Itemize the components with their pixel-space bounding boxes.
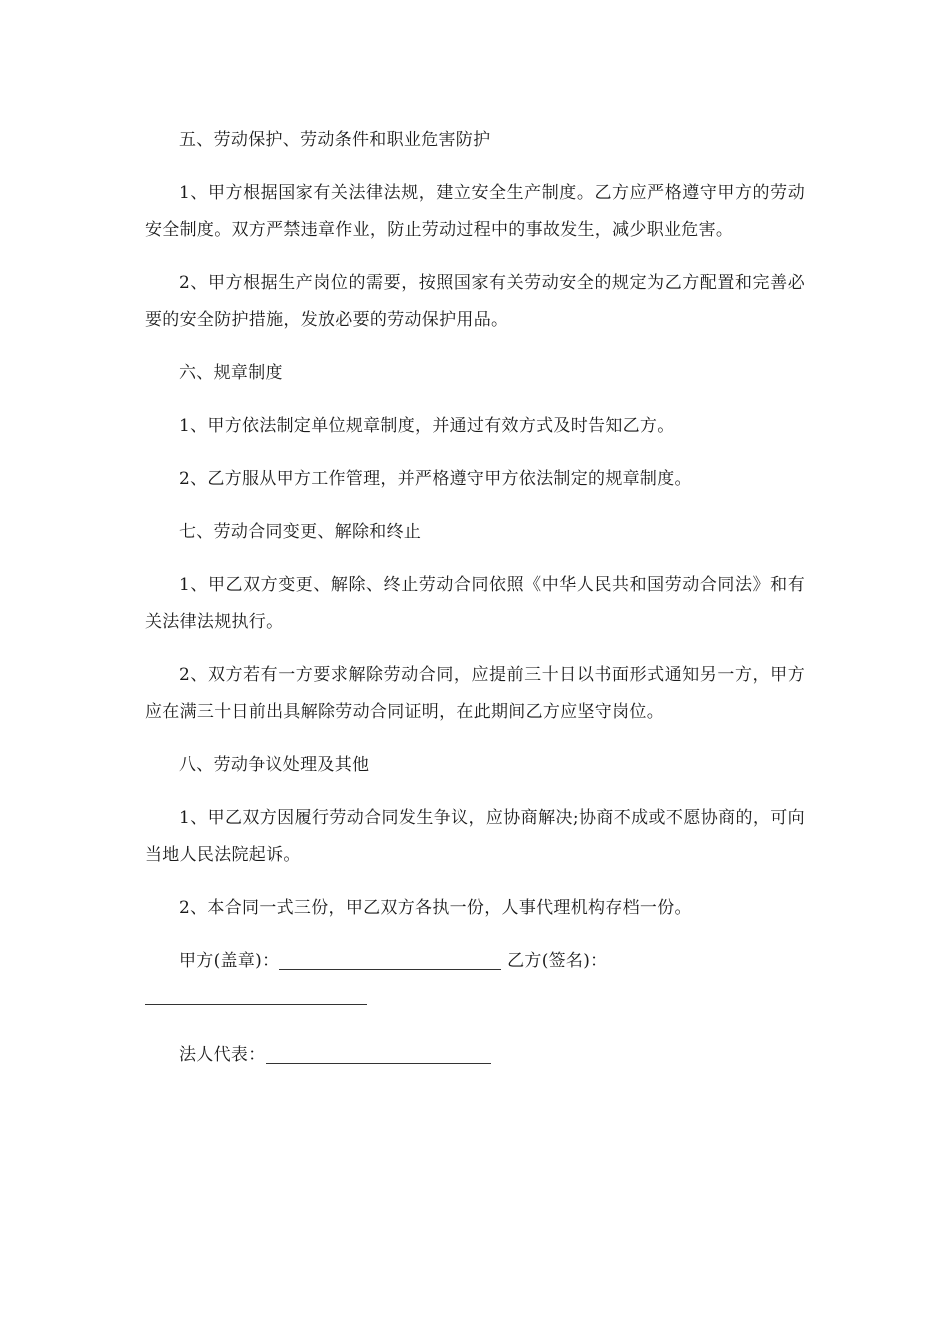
party-a-label: 甲方(盖章)： <box>179 951 280 971</box>
section-heading-6: 六、规章制度 <box>179 363 283 383</box>
signature-row-parties <box>145 943 805 980</box>
legal-rep-label: 法人代表： <box>179 1045 266 1065</box>
paragraph-8-1: 1、甲乙双方因履行劳动合同发生争议，应协商解决;协商不成或不愿协商的，可向当地人民法院起诉。 <box>145 808 805 865</box>
document-page <box>145 122 805 1074</box>
paragraph-5-1: 1、甲方根据国家有关法律法规，建立安全生产制度。乙方应严格遵守甲方的劳动安全制度。双方严禁违章作业，防止劳动过程中的事故发生，减少职业危害。 <box>145 183 805 240</box>
paragraph-6-1: 1、甲方依法制定单位规章制度，并通过有效方式及时告知乙方。 <box>179 416 675 436</box>
section-heading-8: 八、劳动争议处理及其他 <box>179 755 370 775</box>
section-heading-7: 七、劳动合同变更、解除和终止 <box>179 522 422 542</box>
party-b-signature-line-wrap <box>145 980 805 1017</box>
section-heading-5: 五、劳动保护、劳动条件和职业危害防护 <box>179 130 491 150</box>
party-a-signature-line <box>279 949 501 970</box>
signature-row-legal-rep <box>145 1037 805 1074</box>
party-b-signature-line <box>145 984 367 1005</box>
legal-rep-signature-line <box>266 1043 491 1064</box>
paragraph-7-2: 2、双方若有一方要求解除劳动合同，应提前三十日以书面形式通知另一方，甲方应在满三十日前出具解除劳动合同证明，在此期间乙方应坚守岗位。 <box>145 665 805 722</box>
paragraph-5-2: 2、甲方根据生产岗位的需要，按照国家有关劳动安全的规定为乙方配置和完善必要的安全防护措施，发放必要的劳动保护用品。 <box>145 273 805 330</box>
paragraph-7-1: 1、甲乙双方变更、解除、终止劳动合同依照《中华人民共和国劳动合同法》和有关法律法规执行。 <box>145 575 805 632</box>
paragraph-6-2: 2、乙方服从甲方工作管理，并严格遵守甲方依法制定的规章制度。 <box>179 469 692 489</box>
party-b-label: 乙方(签名)： <box>507 951 608 971</box>
paragraph-8-2: 2、本合同一式三份，甲乙双方各执一份，人事代理机构存档一份。 <box>179 898 692 918</box>
